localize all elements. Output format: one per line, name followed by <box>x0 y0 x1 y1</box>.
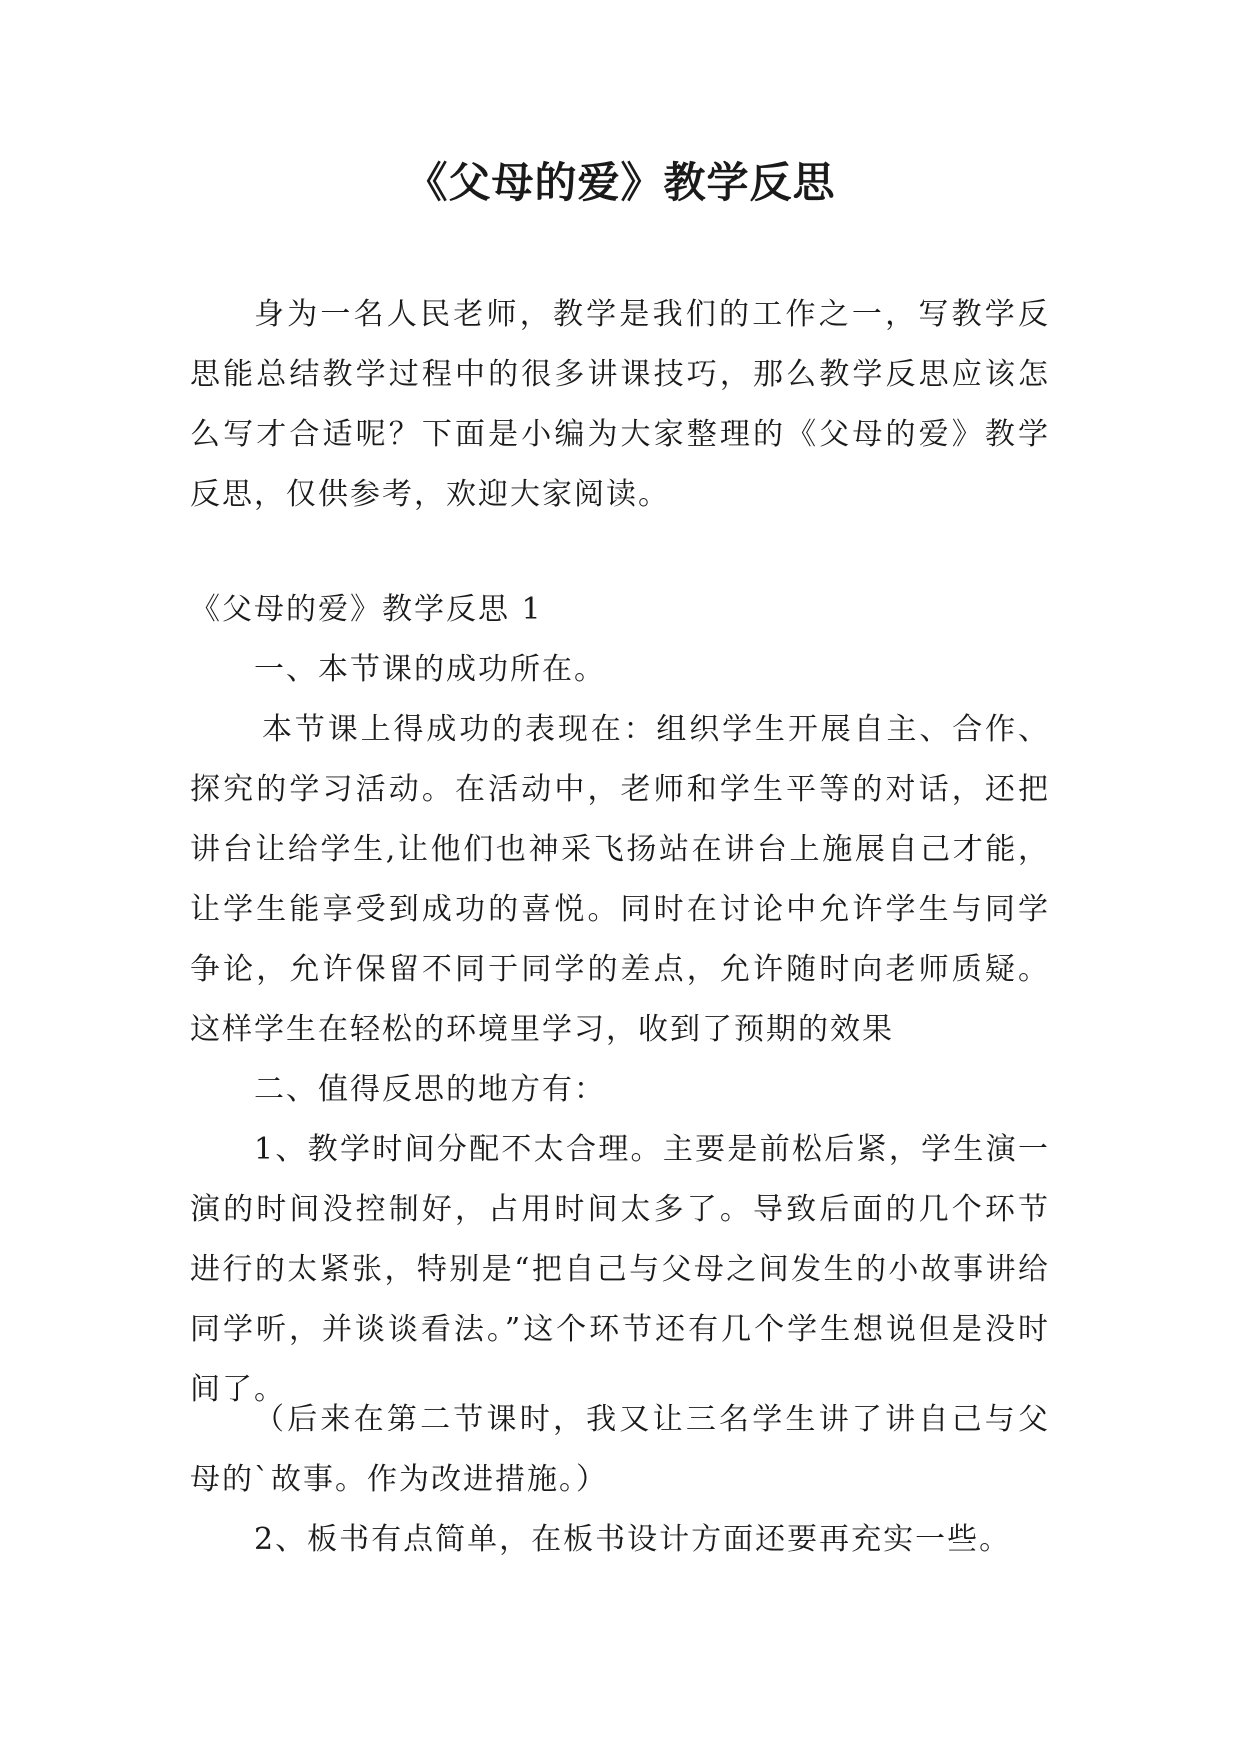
point-two-heading: 二、值得反思的地方有： <box>254 1072 606 1107</box>
improvement-remark: （后来在第二节课时，我又让三名学生讲了讲自己与父母的`故事。作为改进措施。） <box>190 1402 1050 1497</box>
success-paragraph: 本节课上得成功的表现在：组织学生开展自主、合作、探究的学习活动。在活动中，老师和学生平等的对话，还把讲台让给学生,让他们也神采飞扬站在讲台上施展自己才能，让学生能享受到成功的喜悦。同时在讨论中允许学生与同学争论，允许保留不同于同学的差点，允许随时向老师质疑。这样学生在轻松的环境里学习，收到了预期的效果 <box>190 712 1050 1047</box>
document-title: 《父母的爱》教学反思 <box>405 158 836 207</box>
reflection-item-two: 2、板书有点简单，在板书设计方面还要再充实一些。 <box>254 1522 1012 1557</box>
section-heading: 《父母的爱》教学反思 1 <box>190 592 543 627</box>
intro-paragraph: 身为一名人民老师，教学是我们的工作之一，写教学反思能总结教学过程中的很多讲课技巧，那么教学反思应该怎么写才合适呢？下面是小编为大家整理的《父母的爱》教学反思，仅供参考，欢迎大家阅读。 <box>190 297 1050 512</box>
reflection-item-one: 1、教学时间分配不太合理。主要是前松后紧，学生演一演的时间没控制好，占用时间太多了。导致后面的几个环节进行的太紧张，特别是“把自己与父母之间发生的小故事讲给同学听，并谈谈看法。”这个环节还有几个学生想说但是没时间了。 <box>190 1132 1050 1407</box>
point-one-heading: 一、本节课的成功所在。 <box>254 652 606 687</box>
